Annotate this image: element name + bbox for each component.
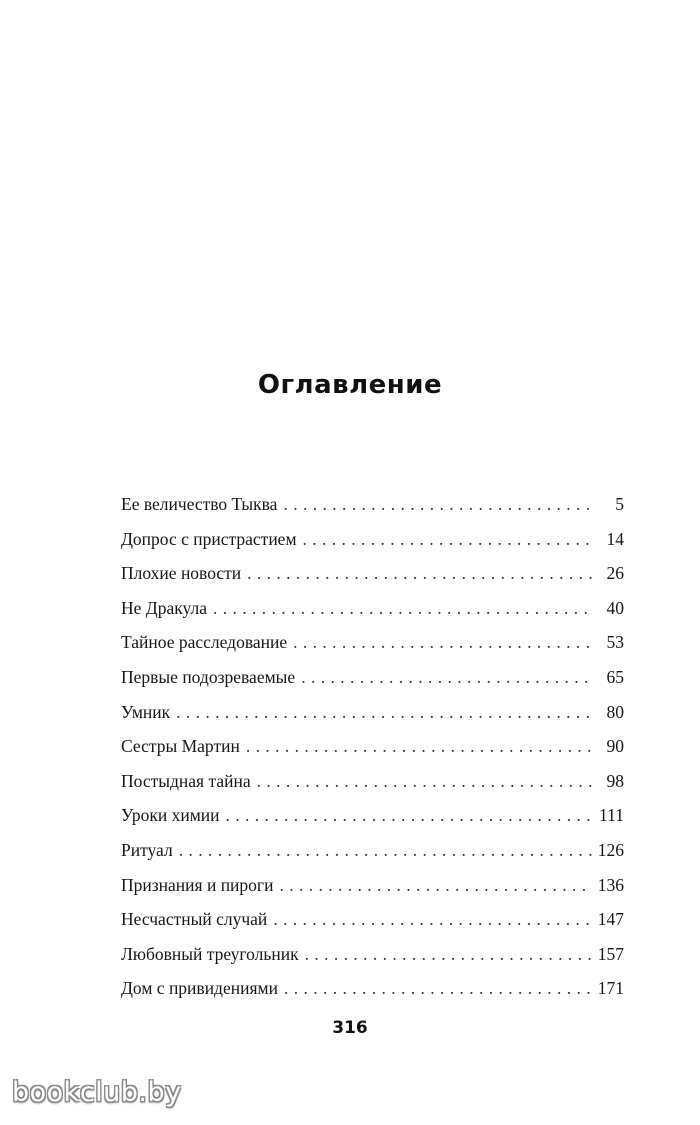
toc-entry-title: Несчастный случай (121, 909, 268, 930)
toc-entry (121, 632, 624, 667)
toc-entry-title: Любовный треугольник (121, 943, 299, 964)
toc-entry (121, 978, 624, 1013)
toc-entry-title: Ее величество Тыква (121, 494, 278, 514)
toc-entry-title: Сестры Мартин (121, 736, 240, 757)
toc-dot-leader (257, 771, 592, 792)
toc-entry-title: Умник (121, 701, 171, 722)
toc-entry-page: 98 (606, 770, 624, 791)
toc-entry-title: Уроки химии (121, 805, 220, 826)
toc-entry-title: Постыдная тайна (121, 770, 251, 791)
toc-entry-title: Не Дракула (121, 597, 207, 618)
toc-dot-leader (247, 563, 592, 584)
toc-entry (121, 805, 624, 840)
toc-entry (121, 944, 624, 979)
toc-dot-leader (279, 875, 592, 896)
toc-entry-title: Первые подозреваемые (121, 666, 296, 687)
toc-entry-page: 171 (597, 978, 624, 999)
toc-entry-page: 80 (606, 701, 624, 722)
toc-dot-leader (303, 529, 592, 550)
watermark: bookclub.by (12, 1077, 182, 1108)
toc-dot-leader (273, 909, 592, 930)
toc-entry-page: 90 (606, 736, 624, 757)
toc-entry (121, 702, 624, 737)
toc-entry-page: 126 (597, 839, 624, 860)
toc-entry-page: 53 (606, 632, 624, 653)
toc-entry-page: 40 (606, 597, 624, 618)
toc-dot-leader (301, 667, 592, 688)
toc-dot-leader (226, 805, 592, 826)
toc-list (121, 494, 624, 1013)
toc-dot-leader (305, 944, 592, 965)
toc-entry-page: 111 (599, 805, 624, 826)
toc-dot-leader (283, 494, 592, 515)
toc-entry (121, 840, 624, 875)
toc-entry (121, 529, 624, 564)
toc-entry-title: Плохие новости (121, 563, 242, 584)
toc-dot-leader (293, 632, 592, 653)
toc-entry (121, 667, 624, 702)
toc-entry-title: Тайное расследование (121, 632, 288, 653)
toc-entry-title: Дом с привидениями (121, 978, 278, 999)
toc-entry-page: 26 (606, 563, 624, 584)
toc-dot-leader (284, 978, 592, 999)
toc-dot-leader (176, 702, 592, 723)
page-number: 316 (332, 1018, 368, 1038)
toc-entry-title: Ритуал (121, 839, 173, 860)
toc-heading: Оглавление (257, 370, 443, 400)
toc-dot-leader (246, 736, 592, 757)
toc-entry (121, 494, 624, 529)
toc-entry (121, 875, 624, 910)
toc-entry-title: Признания и пироги (121, 874, 274, 895)
toc-entry (121, 736, 624, 771)
toc-dot-leader (179, 840, 592, 861)
toc-entry-page: 65 (606, 666, 624, 687)
toc-entry-page: 5 (615, 494, 624, 514)
toc-entry-page: 157 (597, 943, 624, 964)
toc-entry (121, 771, 624, 806)
toc-entry (121, 909, 624, 944)
toc-entry (121, 598, 624, 633)
toc-entry-title: Допрос с пристрастием (121, 528, 297, 549)
toc-entry (121, 563, 624, 598)
toc-entry-page: 136 (597, 874, 624, 895)
toc-entry-page: 147 (597, 909, 624, 930)
toc-entry-page: 14 (606, 528, 624, 549)
toc-dot-leader (213, 598, 592, 619)
